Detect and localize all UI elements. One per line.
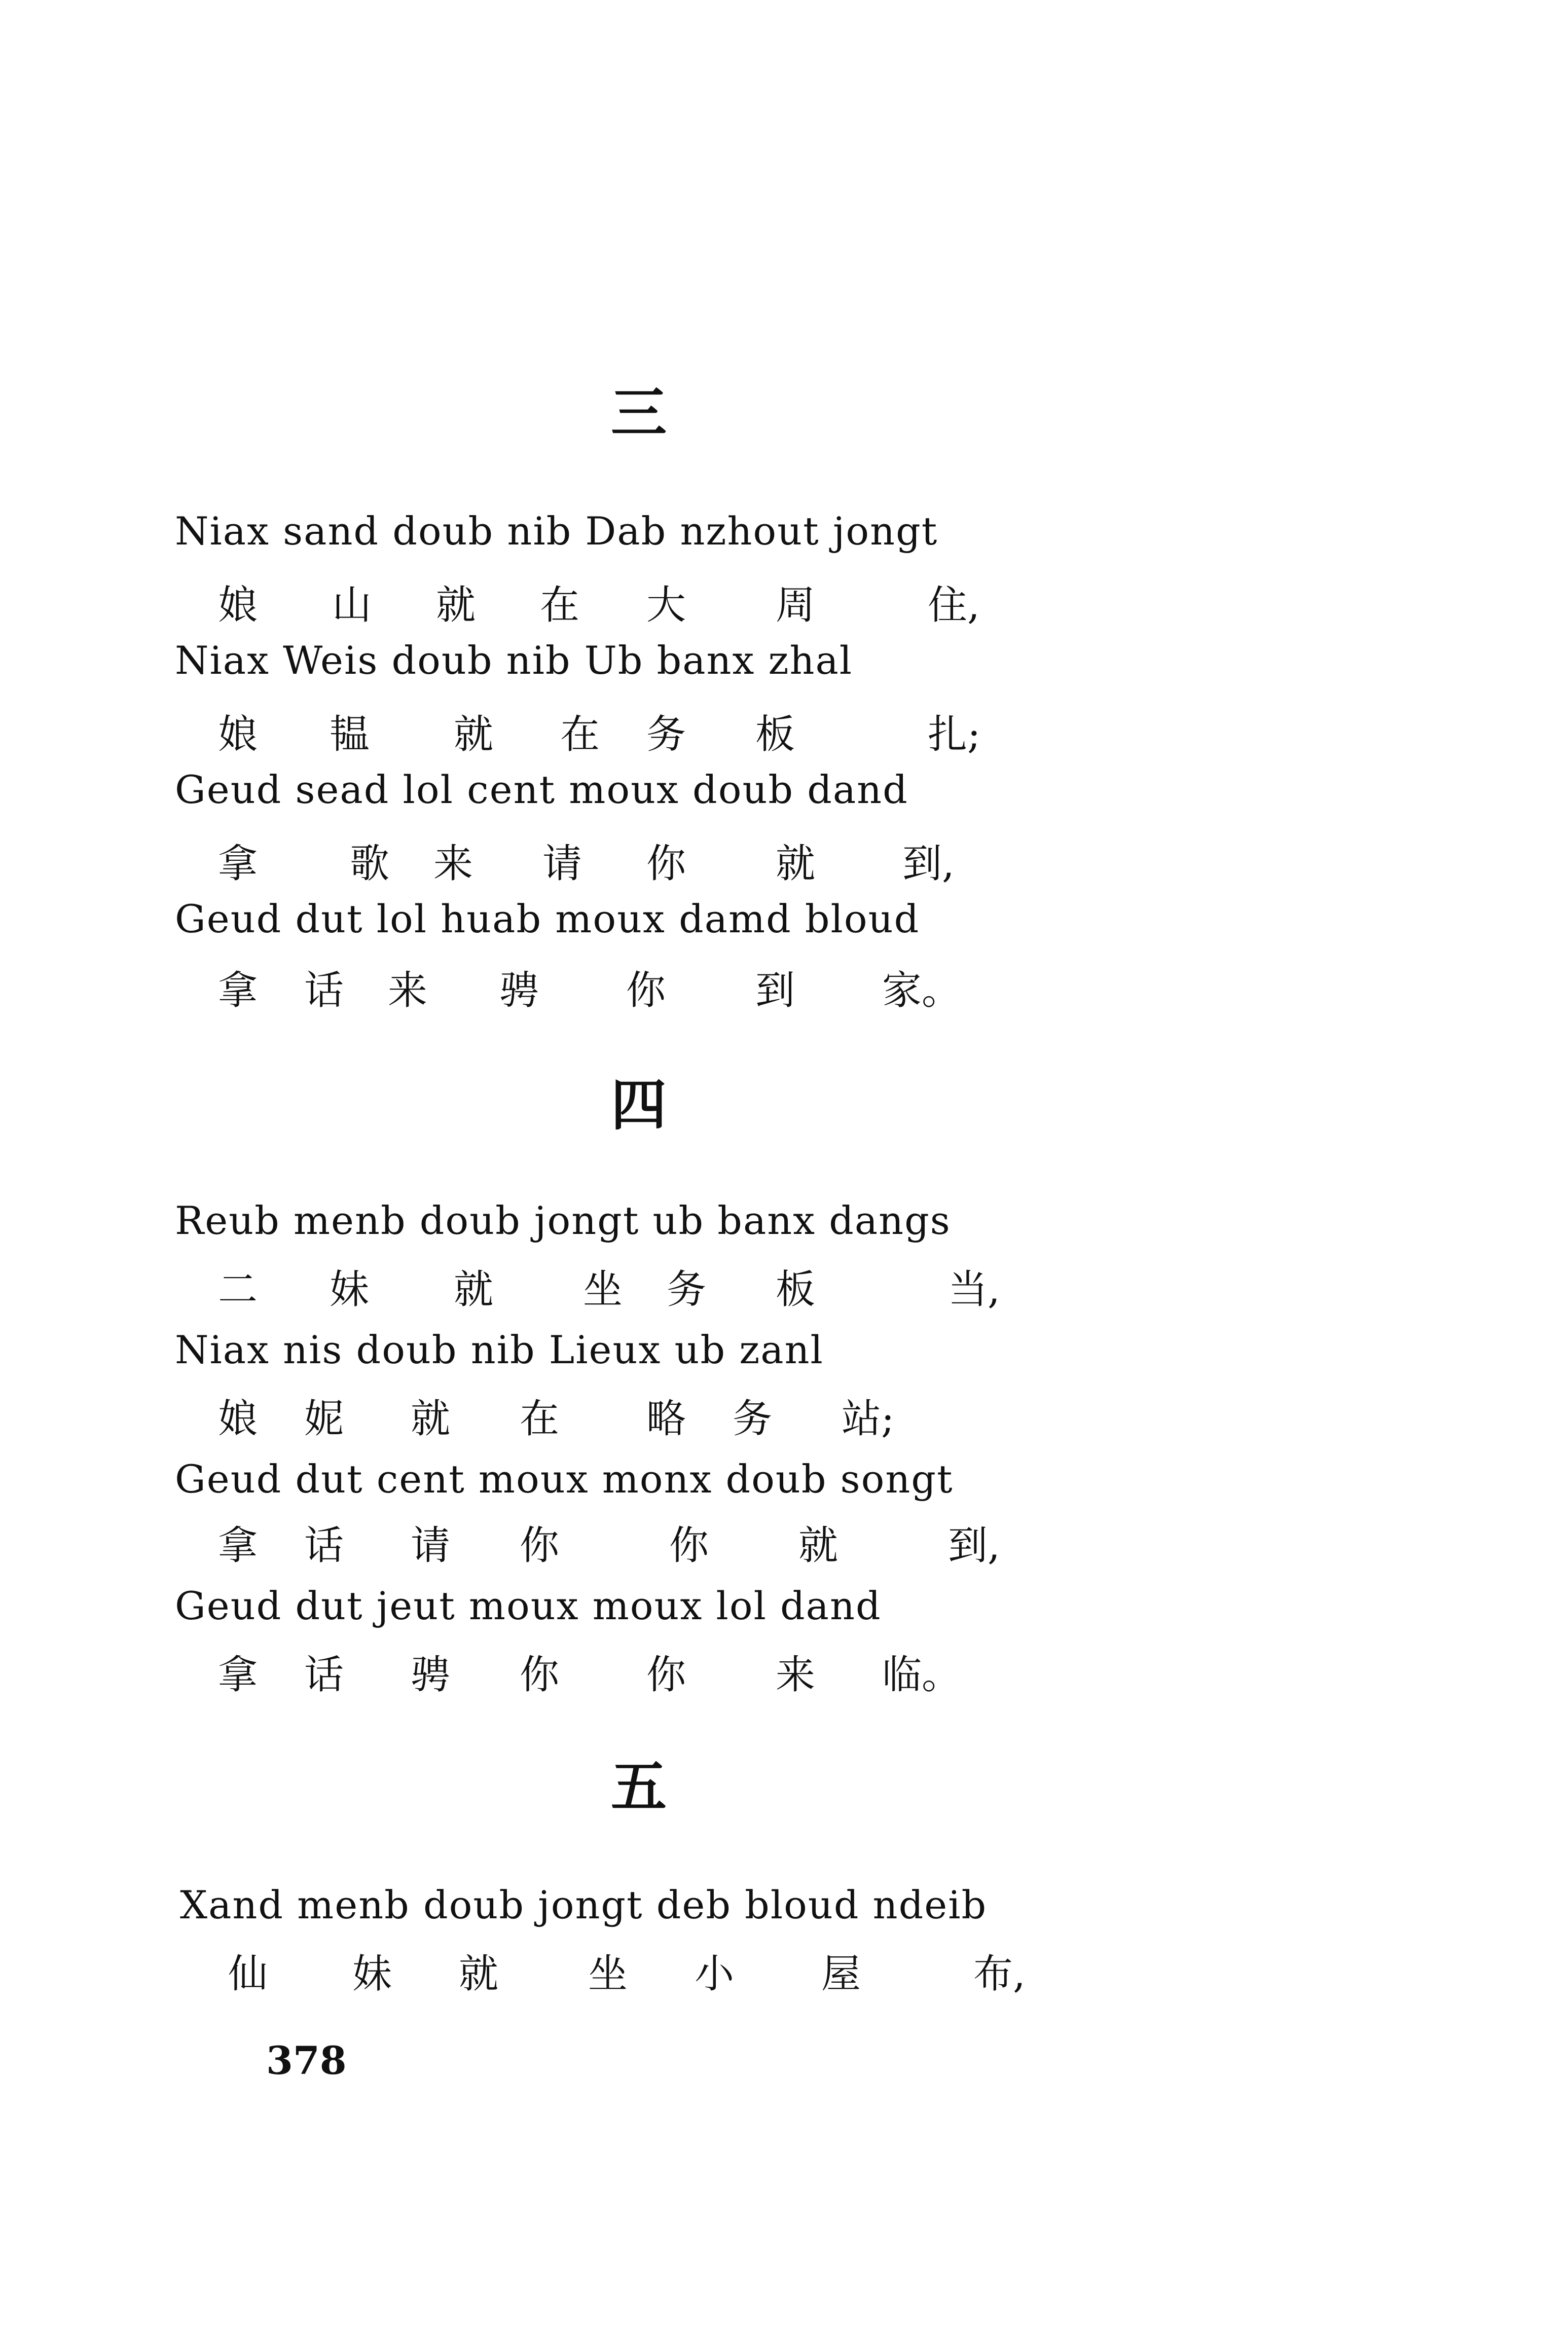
hanzi-char: 就 bbox=[776, 841, 816, 887]
hanzi-char: 妹 bbox=[330, 1267, 370, 1313]
hanzi-char: 拿 bbox=[218, 1652, 258, 1698]
section-heading: 五 bbox=[611, 1754, 667, 1819]
hanzi-line bbox=[0, 1267, 1568, 1321]
hanzi-char: 大 bbox=[646, 582, 686, 628]
hanzi-char: 家。 bbox=[882, 968, 962, 1013]
hanzi-char: 来 bbox=[776, 1652, 816, 1698]
section-heading: 四 bbox=[611, 1072, 667, 1138]
hanzi-char: 板 bbox=[755, 712, 795, 757]
hanzi-char: 话 bbox=[304, 968, 344, 1013]
hanzi-char: 拿 bbox=[218, 968, 258, 1013]
hanzi-line bbox=[0, 1652, 1568, 1706]
hanzi-char: 就 bbox=[454, 712, 494, 757]
hanzi-line bbox=[0, 712, 1568, 766]
hanzi-char: 骋 bbox=[499, 968, 539, 1013]
hanzi-char: 二 bbox=[218, 1267, 258, 1313]
hanzi-char: 你 bbox=[520, 1652, 560, 1698]
hanzi-char: 你 bbox=[626, 968, 666, 1013]
hanzi-char: 来 bbox=[433, 841, 473, 887]
page-number: 378 bbox=[266, 2038, 347, 2083]
hanzi-char: 就 bbox=[798, 1523, 838, 1569]
hanzi-char: 你 bbox=[646, 841, 686, 887]
hanzi-char: 到, bbox=[948, 1523, 1000, 1569]
hanzi-char: 布, bbox=[973, 1951, 1026, 1997]
hanzi-char: 到, bbox=[902, 841, 955, 887]
hanzi-char: 在 bbox=[520, 1396, 560, 1442]
hanzi-char: 山 bbox=[332, 582, 372, 628]
latin-line: Geud sead lol cent moux doub dand bbox=[175, 767, 908, 812]
hanzi-line bbox=[0, 1396, 1568, 1450]
hanzi-char: 请 bbox=[542, 841, 582, 887]
hanzi-char: 拿 bbox=[218, 1523, 258, 1569]
hanzi-char: 站; bbox=[842, 1396, 895, 1442]
latin-line: Geud dut jeut moux moux lol dand bbox=[175, 1583, 882, 1628]
section-heading: 三 bbox=[611, 380, 667, 446]
hanzi-char: 扎; bbox=[928, 712, 981, 757]
hanzi-char: 住, bbox=[928, 582, 980, 628]
latin-line: Geud dut lol huab moux damd bloud bbox=[175, 896, 920, 941]
hanzi-char: 坐 bbox=[583, 1267, 623, 1313]
hanzi-char: 你 bbox=[669, 1523, 709, 1569]
hanzi-char: 当, bbox=[948, 1267, 1000, 1313]
hanzi-char: 周 bbox=[776, 582, 816, 628]
hanzi-char: 话 bbox=[304, 1652, 344, 1698]
hanzi-char: 拿 bbox=[218, 841, 258, 887]
hanzi-line bbox=[0, 968, 1568, 1022]
latin-line: Niax sand doub nib Dab nzhout jongt bbox=[175, 508, 938, 554]
hanzi-char: 韫 bbox=[330, 712, 370, 757]
latin-line: Niax nis doub nib Lieux ub zanl bbox=[175, 1327, 824, 1372]
latin-line: Geud dut cent moux monx doub songt bbox=[175, 1456, 954, 1502]
latin-line: Xand menb doub jongt deb bloud ndeib bbox=[180, 1882, 988, 1927]
hanzi-char: 请 bbox=[411, 1523, 451, 1569]
hanzi-char: 就 bbox=[436, 582, 476, 628]
hanzi-char: 话 bbox=[304, 1523, 344, 1569]
hanzi-char: 到 bbox=[755, 968, 795, 1013]
hanzi-char: 板 bbox=[776, 1267, 816, 1313]
hanzi-char: 小 bbox=[695, 1951, 735, 1997]
hanzi-char: 在 bbox=[540, 582, 580, 628]
latin-line: Niax Weis doub nib Ub banx zhal bbox=[175, 638, 853, 683]
hanzi-char: 你 bbox=[520, 1523, 560, 1569]
hanzi-char: 就 bbox=[459, 1951, 499, 1997]
hanzi-char: 务 bbox=[646, 712, 686, 757]
hanzi-char: 娘 bbox=[218, 1396, 258, 1442]
hanzi-char: 屋 bbox=[821, 1951, 861, 1997]
hanzi-char: 仙 bbox=[228, 1951, 268, 1997]
hanzi-char: 务 bbox=[667, 1267, 707, 1313]
hanzi-char: 略 bbox=[646, 1396, 686, 1442]
hanzi-line bbox=[0, 1951, 1568, 2005]
hanzi-char: 坐 bbox=[588, 1951, 628, 1997]
hanzi-line bbox=[0, 582, 1568, 636]
hanzi-char: 歌 bbox=[350, 841, 390, 887]
hanzi-char: 在 bbox=[560, 712, 600, 757]
hanzi-line bbox=[0, 841, 1568, 895]
hanzi-line bbox=[0, 1523, 1568, 1577]
hanzi-char: 娘 bbox=[218, 712, 258, 757]
hanzi-char: 来 bbox=[388, 968, 428, 1013]
hanzi-char: 骋 bbox=[411, 1652, 451, 1698]
hanzi-char: 临。 bbox=[882, 1652, 962, 1698]
hanzi-char: 妹 bbox=[352, 1951, 392, 1997]
hanzi-char: 妮 bbox=[304, 1396, 344, 1442]
latin-line: Reub menb doub jongt ub banx dangs bbox=[175, 1198, 951, 1243]
hanzi-char: 娘 bbox=[218, 582, 258, 628]
hanzi-char: 就 bbox=[411, 1396, 451, 1442]
hanzi-char: 就 bbox=[454, 1267, 494, 1313]
hanzi-char: 务 bbox=[733, 1396, 773, 1442]
hanzi-char: 你 bbox=[646, 1652, 686, 1698]
